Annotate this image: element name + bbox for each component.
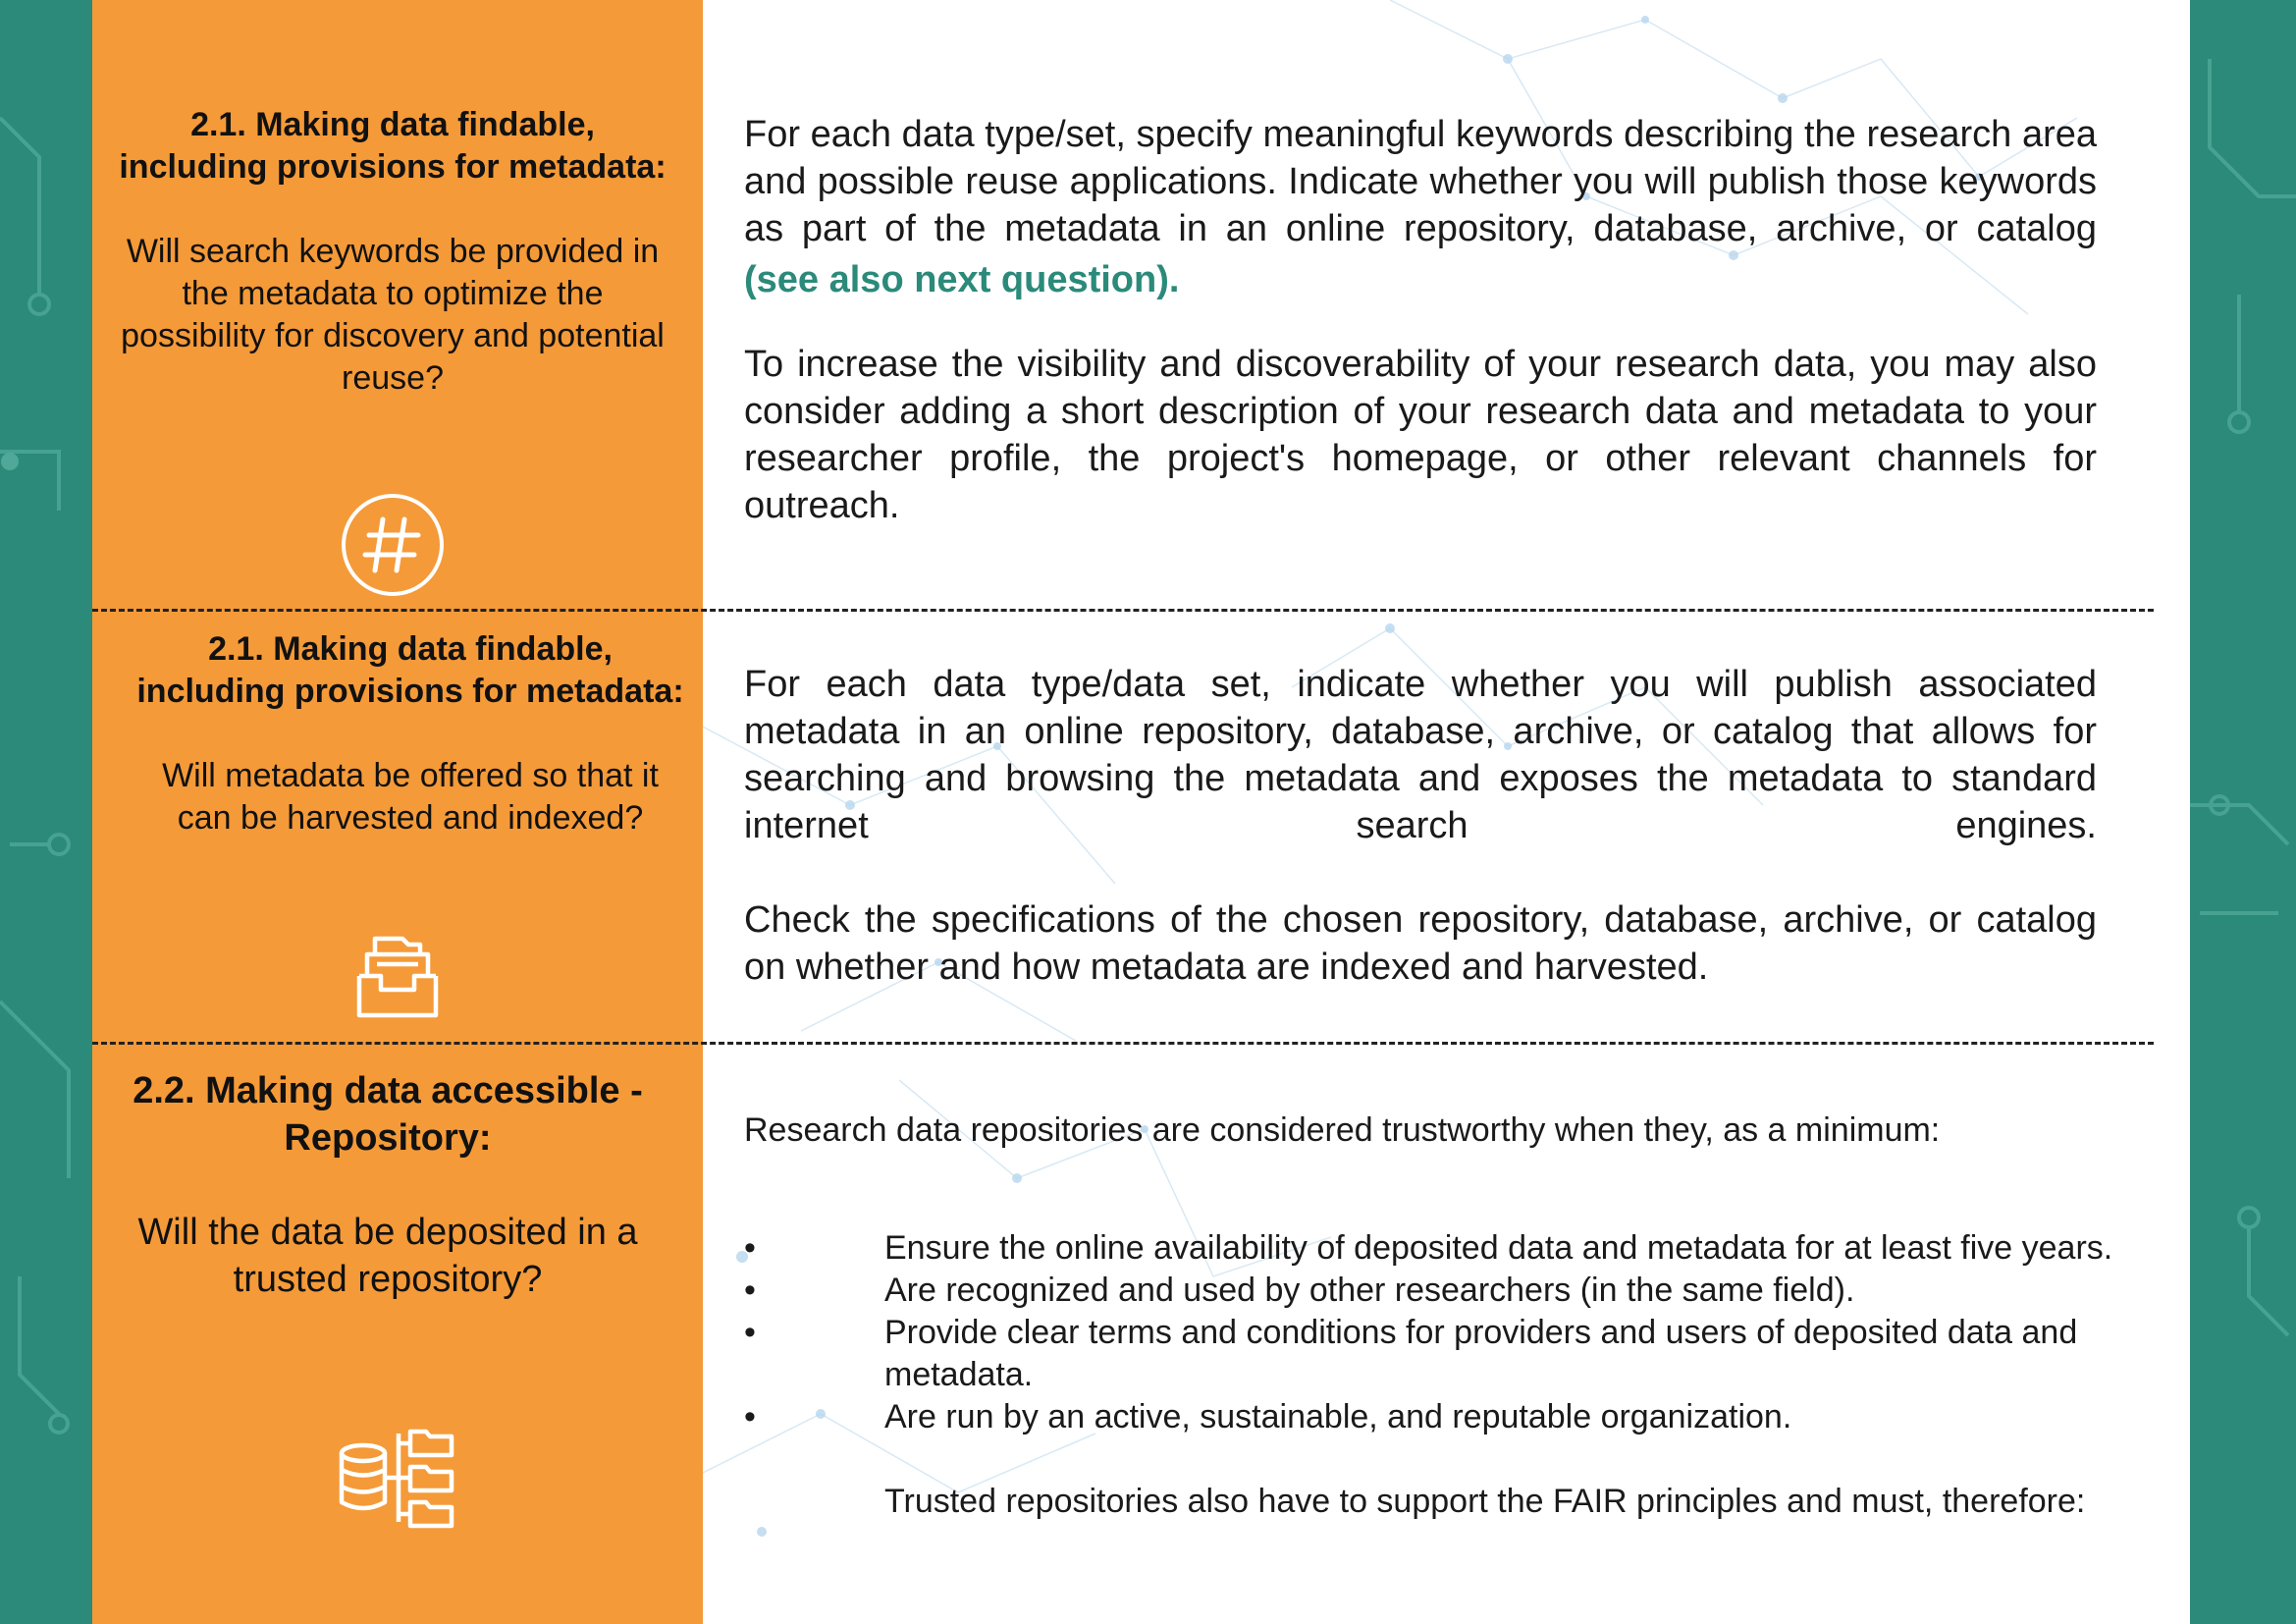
question-block-3 (108, 1067, 667, 1303)
section-divider (92, 1042, 2154, 1045)
right-border-decoration (2190, 0, 2296, 1624)
answer-paragraph: For each data type/data set, indicate whether you will publish associated metadata in an online repository, database, archive, or catalog that allows for searching and browsing the metadata and exposes the metadata to standard internet search engines. (744, 664, 2097, 846)
hashtag-icon (340, 492, 446, 603)
answer-intro: Research data repositories are considered trustworthy when they, as a minimum: (744, 1111, 1941, 1149)
list-item (744, 1227, 2118, 1270)
bullet-text: Ensure the online availability of deposited data and metadata for at least five years. (884, 1229, 2113, 1267)
closing-text: Trusted repositories also have to support the FAIR principles and must, therefore: (884, 1483, 2086, 1520)
section-title: 2.1. Making data findable, including provisions for metadata: (136, 630, 684, 710)
question-block-2 (135, 628, 685, 839)
bullet-marker: • (744, 1314, 756, 1351)
left-border-decoration (0, 0, 92, 1624)
list-item (744, 1270, 2118, 1312)
answer-paragraph: Check the specifications of the chosen repository, database, archive, or catalog on whether and how metadata are indexed and harvested. (744, 899, 2097, 988)
bullet-text: Provide clear terms and conditions for providers and users of deposited data and metadata. (884, 1314, 2078, 1393)
list-item (744, 1312, 2118, 1396)
answer-paragraph: For each data type/set, specify meaningful keywords describing the research area and possible reuse applications. Indicate whether you will publish those keywords as part of the metadata in an online repository, database, archive, or catalog (744, 114, 2097, 249)
bullet-marker: • (744, 1272, 756, 1309)
section-divider (92, 609, 2154, 612)
list-item (744, 1396, 2118, 1438)
answer-accent-link: (see also next question). (744, 259, 1180, 300)
bullet-text: Are run by an active, sustainable, and reputable organization. (884, 1398, 1792, 1435)
answer-paragraph: To increase the visibility and discoverability of your research data, you may also consider adding a short description of your research data and metadata to your researcher profile, the project's homepage, or other relevant channels for outreach. (744, 344, 2097, 526)
section-question: Will metadata be offered so that it can be harvested and indexed? (162, 757, 659, 837)
file-tray-icon (353, 933, 442, 1026)
bullet-list (744, 1227, 2118, 1523)
closing-row (744, 1481, 2118, 1523)
database-folders-icon (338, 1424, 455, 1546)
bullet-text: Are recognized and used by other researchers (in the same field). (884, 1272, 1855, 1309)
bullet-marker: • (744, 1229, 756, 1267)
answer-block-1 (744, 111, 2097, 529)
section-title: 2.2. Making data accessible - Repository: (133, 1070, 643, 1159)
section-question: Will search keywords be provided in the metadata to optimize the possibility for discovery and potential reuse? (121, 233, 665, 397)
question-block-1 (118, 104, 667, 400)
section-title: 2.1. Making data findable, including provisions for metadata: (119, 106, 667, 186)
bullet-marker: • (744, 1398, 756, 1435)
section-question: Will the data be deposited in a trusted repository? (137, 1212, 638, 1300)
answer-block-2 (744, 661, 2097, 991)
